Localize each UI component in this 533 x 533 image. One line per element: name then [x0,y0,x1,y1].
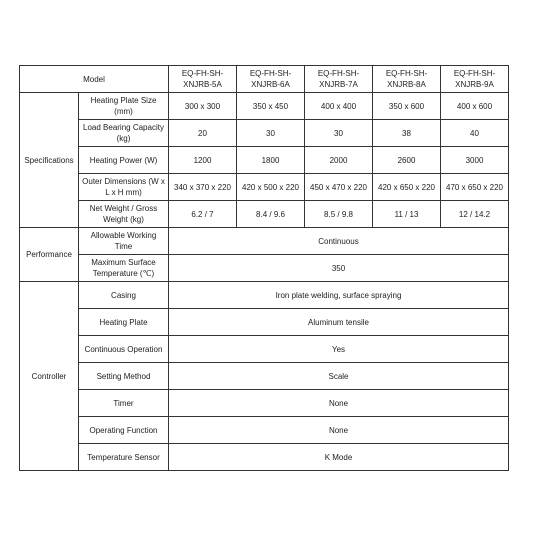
table-row [20,417,509,444]
table-cell: 420 x 650 x 220 [373,174,441,201]
spec-table [19,65,509,471]
section-label-performance: Performance [20,228,79,282]
table-cell: 350 [169,255,509,282]
table-cell: 1200 [169,147,237,174]
row-label: Maximum Surface Temperature (℃) [79,255,169,282]
row-label: Outer Dimensions (W x L x H mm) [79,174,169,201]
row-label: Temperature Sensor [79,444,169,471]
row-label: Heating Plate [79,309,169,336]
model-header: EQ-FH-SH-XNJRB-5A [169,66,237,93]
table-cell: 8.5 / 9.8 [305,201,373,228]
table-cell: 350 x 450 [237,93,305,120]
row-label: Setting Method [79,363,169,390]
model-header: EQ-FH-SH-XNJRB-6A [237,66,305,93]
table-cell: None [169,417,509,444]
table-cell: 2600 [373,147,441,174]
table-cell: Yes [169,336,509,363]
row-label: Heating Plate Size (mm) [79,93,169,120]
table-cell: 11 / 13 [373,201,441,228]
row-label: Operating Function [79,417,169,444]
section-label-controller: Controller [20,282,79,471]
table-cell: None [169,390,509,417]
table-cell: Iron plate welding, surface spraying [169,282,509,309]
table-cell: 400 x 400 [305,93,373,120]
table-cell: 340 x 370 x 220 [169,174,237,201]
table-cell: 420 x 500 x 220 [237,174,305,201]
table-cell: 12 / 14.2 [441,201,509,228]
row-label: Heating Power (W) [79,147,169,174]
table-row [20,282,509,309]
model-header: EQ-FH-SH-XNJRB-7A [305,66,373,93]
row-label: Timer [79,390,169,417]
table-cell: 40 [441,120,509,147]
table-row [20,228,509,255]
model-header: EQ-FH-SH-XNJRB-8A [373,66,441,93]
table-row [20,174,509,201]
row-label: Casing [79,282,169,309]
table-cell: Aluminum tensile [169,309,509,336]
table-cell: 470 x 650 x 220 [441,174,509,201]
table-cell: 6.2 / 7 [169,201,237,228]
table-row [20,336,509,363]
table-cell: K Mode [169,444,509,471]
table-row [20,363,509,390]
row-label: Load Bearing Capacity (kg) [79,120,169,147]
table-cell: Scale [169,363,509,390]
table-cell: 1800 [237,147,305,174]
section-label-specifications: Specifications [20,93,79,228]
table-cell: 20 [169,120,237,147]
table-row [20,120,509,147]
table-row [20,201,509,228]
table-cell: 450 x 470 x 220 [305,174,373,201]
table-row [20,93,509,120]
table-cell: 300 x 300 [169,93,237,120]
table-cell: 3000 [441,147,509,174]
table-cell: 38 [373,120,441,147]
table-row [20,309,509,336]
row-label: Continuous Operation [79,336,169,363]
table-cell: 2000 [305,147,373,174]
table-row [20,444,509,471]
row-label: Allowable Working Time [79,228,169,255]
model-header: EQ-FH-SH-XNJRB-9A [441,66,509,93]
table-cell: Continuous [169,228,509,255]
table-row [20,147,509,174]
table-cell: 30 [305,120,373,147]
row-label: Net Weight / Gross Weight (kg) [79,201,169,228]
table-row [20,390,509,417]
table-row [20,255,509,282]
table-cell: 350 x 600 [373,93,441,120]
header-row [20,66,509,93]
model-label: Model [20,66,169,93]
table-cell: 400 x 600 [441,93,509,120]
table-cell: 30 [237,120,305,147]
table-cell: 8.4 / 9.6 [237,201,305,228]
